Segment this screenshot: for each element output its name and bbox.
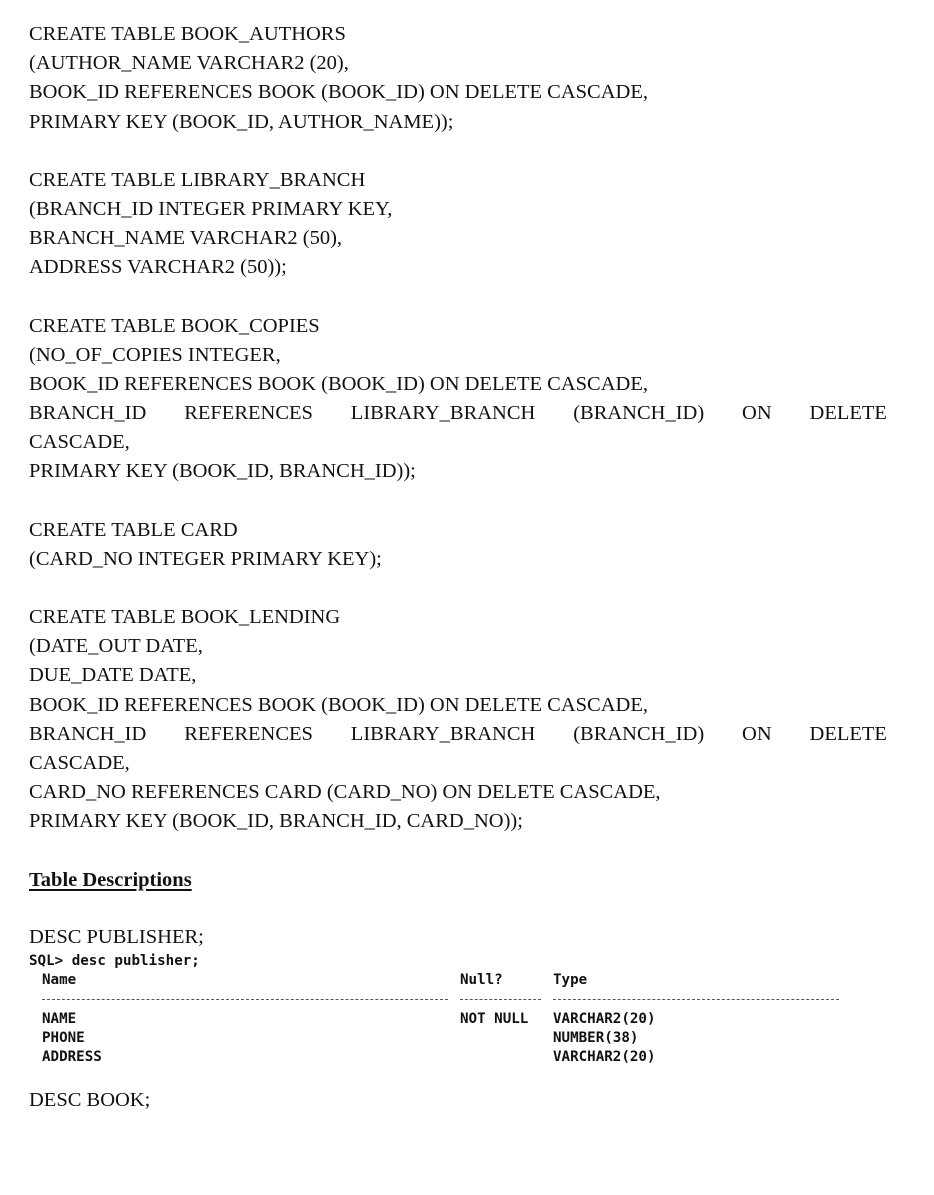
code-word: (BRANCH_ID) <box>573 722 705 745</box>
cell-name: ADDRESS <box>42 1049 102 1066</box>
code-line: CREATE TABLE CARD <box>29 518 238 541</box>
code-line: CREATE TABLE LIBRARY_BRANCH <box>29 168 366 191</box>
code-line: CARD_NO REFERENCES CARD (CARD_NO) ON DELETE CASCADE, <box>29 781 661 804</box>
cell-type: VARCHAR2(20) <box>553 1049 656 1066</box>
code-word: (BRANCH_ID) <box>573 402 705 425</box>
code-word: LIBRARY_BRANCH <box>350 722 536 745</box>
sql-data-row <box>29 1010 887 1029</box>
separator-type <box>553 999 839 1000</box>
sql-header-row <box>29 971 887 990</box>
code-line: BOOK_ID REFERENCES BOOK (BOOK_ID) ON DELETE CASCADE, <box>29 372 648 395</box>
sql-rows <box>29 1010 887 1068</box>
statement-book-lending <box>29 603 887 837</box>
header-null: Null? <box>460 971 503 988</box>
cell-type: VARCHAR2(20) <box>553 1010 656 1027</box>
code-line-justified <box>29 399 887 428</box>
code-line: BOOK_ID REFERENCES BOOK (BOOK_ID) ON DELETE CASCADE, <box>29 693 648 716</box>
sql-output-publisher <box>29 952 887 1068</box>
sql-separator-row <box>29 990 887 1009</box>
code-line: BOOK_ID REFERENCES BOOK (BOOK_ID) ON DELETE CASCADE, <box>29 81 648 104</box>
code-line: CASCADE, <box>29 431 130 454</box>
cell-name: NAME <box>42 1010 77 1027</box>
sql-data-row <box>29 1048 887 1067</box>
statement-library-branch <box>29 166 887 283</box>
code-word: REFERENCES <box>184 402 313 425</box>
code-line: (AUTHOR_NAME VARCHAR2 (20), <box>29 52 349 75</box>
statement-book-copies <box>29 312 887 487</box>
code-line: CREATE TABLE BOOK_AUTHORS <box>29 23 346 45</box>
statement-card <box>29 516 887 574</box>
code-line: BRANCH_NAME VARCHAR2 (50), <box>29 227 343 250</box>
code-word: DELETE <box>809 722 887 745</box>
header-name: Name <box>42 971 77 988</box>
document-page <box>29 20 887 1115</box>
desc-publisher-label: DESC PUBLISHER; <box>29 925 204 948</box>
code-line: PRIMARY KEY (BOOK_ID, BRANCH_ID)); <box>29 460 416 483</box>
code-line: CASCADE, <box>29 751 130 774</box>
code-word: REFERENCES <box>184 722 313 745</box>
code-word: BRANCH_ID <box>29 722 147 745</box>
statement-book-authors <box>29 20 887 137</box>
sql-data-row <box>29 1029 887 1048</box>
code-line: (NO_OF_COPIES INTEGER, <box>29 343 281 366</box>
code-line: CREATE TABLE BOOK_COPIES <box>29 314 320 337</box>
code-line: DUE_DATE DATE, <box>29 664 197 687</box>
code-line: PRIMARY KEY (BOOK_ID, AUTHOR_NAME)); <box>29 110 454 133</box>
code-word: ON <box>742 722 772 745</box>
code-line: ADDRESS VARCHAR2 (50)); <box>29 256 287 279</box>
cell-null <box>460 1048 553 1067</box>
cell-type: NUMBER(38) <box>553 1030 639 1047</box>
code-line: (BRANCH_ID INTEGER PRIMARY KEY, <box>29 197 393 220</box>
code-line: CREATE TABLE BOOK_LENDING <box>29 606 341 628</box>
code-word: BRANCH_ID <box>29 402 147 425</box>
cell-name: PHONE <box>42 1030 85 1047</box>
code-word: LIBRARY_BRANCH <box>350 402 536 425</box>
separator-name <box>42 999 448 1000</box>
sql-prompt: SQL> desc publisher; <box>29 952 200 969</box>
code-word: ON <box>742 402 772 425</box>
code-line: PRIMARY KEY (BOOK_ID, BRANCH_ID, CARD_NO)); <box>29 810 523 833</box>
separator-null <box>460 999 541 1000</box>
section-heading: Table Descriptions <box>29 868 192 891</box>
code-line: (DATE_OUT DATE, <box>29 635 203 658</box>
code-word: DELETE <box>809 402 887 425</box>
cell-null: NOT NULL <box>460 1010 529 1027</box>
code-line: (CARD_NO INTEGER PRIMARY KEY); <box>29 547 382 570</box>
header-type: Type <box>553 971 588 988</box>
cell-null <box>460 1029 553 1048</box>
create-statements <box>29 20 887 837</box>
code-line-justified <box>29 720 887 749</box>
desc-book-label: DESC BOOK; <box>29 1088 151 1111</box>
